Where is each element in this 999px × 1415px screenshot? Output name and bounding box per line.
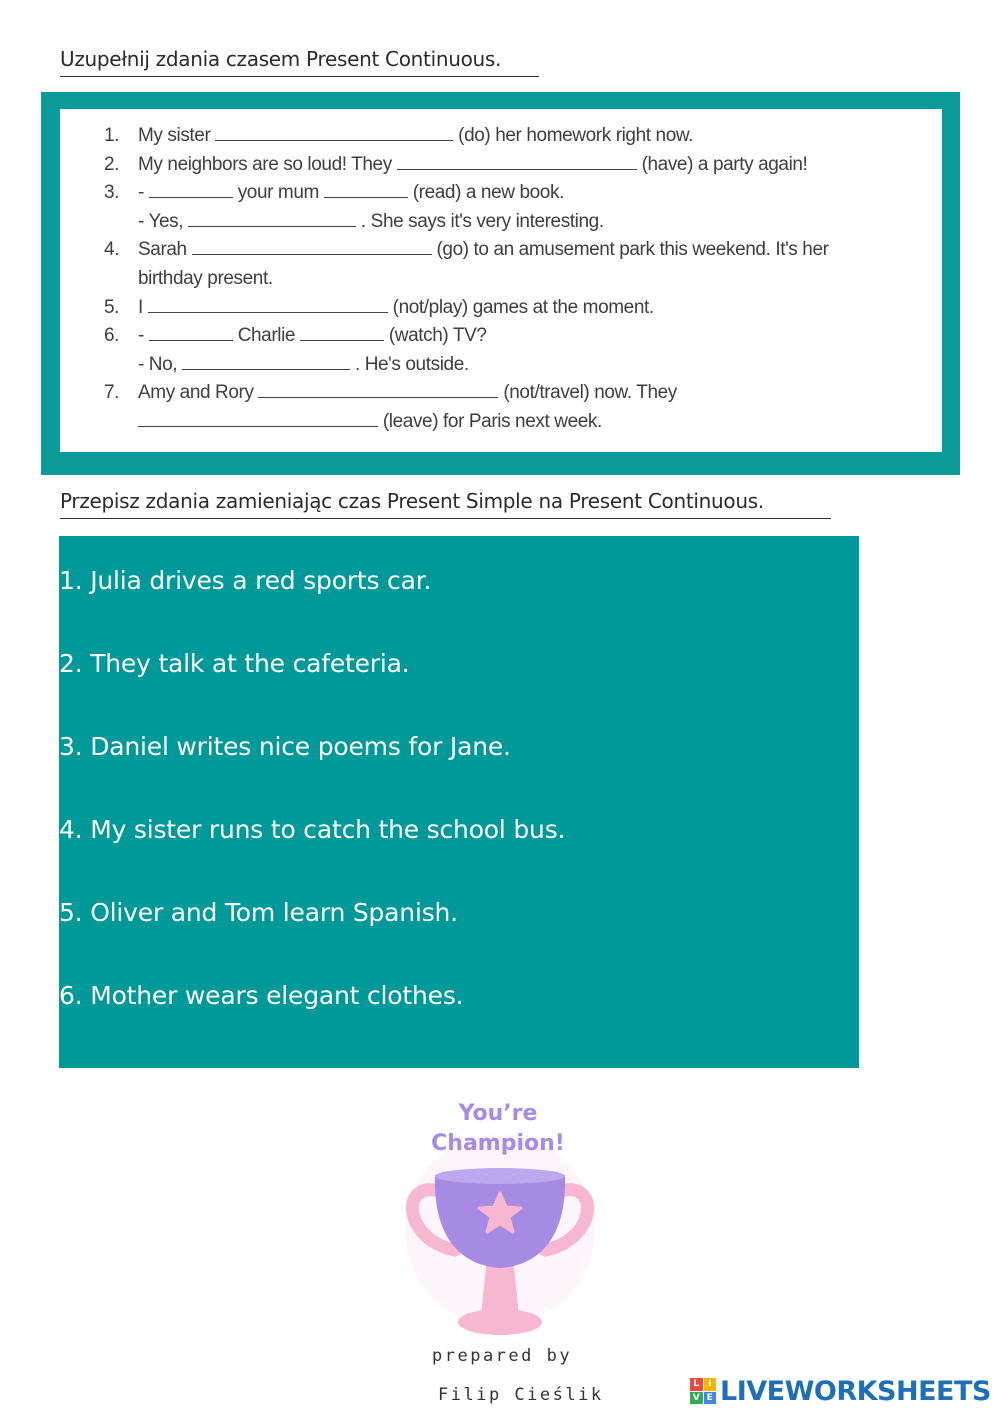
sentence-3: 3. Daniel writes nice poems for Jane. [59,732,511,761]
exercise-1-line [104,379,924,408]
answer-blank[interactable] [149,322,233,341]
text-segment: (do) her homework right now. [453,125,694,146]
exercise-1-line [104,236,924,265]
exercise-1-line [104,208,924,237]
line-number: 5. [104,296,120,318]
exercise-1-line [104,179,924,208]
exercise-1-line [104,122,924,151]
exercise-1-list [104,122,924,437]
sentence-4: 4. My sister runs to catch the school bus. [59,815,566,844]
line-text [138,208,604,237]
text-segment: - Yes, [138,210,189,232]
answer-blank[interactable] [182,351,350,370]
liveworksheets-icon: L I V E [690,1378,716,1404]
text-segment: (have) a party again! [636,153,808,175]
text-segment: (watch) TV? [383,325,487,347]
answer-blank[interactable] [148,294,388,313]
text-segment: Amy and Rory [138,382,259,404]
exercise-1-line [104,294,924,323]
badge-line-2: Champion! [431,1131,565,1156]
sentence-5: 5. Oliver and Tom learn Spanish. [59,898,458,927]
answer-blank[interactable] [258,379,498,398]
text-segment: I [138,296,148,318]
sentence-2: 2. They talk at the cafeteria. [59,649,410,678]
exercise-1-line [104,351,924,380]
prepared-by-label: prepared by [432,1346,573,1366]
answer-blank[interactable] [192,236,432,255]
text-segment: (not/travel) now. They [498,382,677,404]
text-segment: your mum [232,182,324,204]
answer-blank[interactable] [188,208,356,227]
line-number: 7. [104,382,120,404]
exercise-1-line [104,322,924,351]
liveworksheets-wordmark: LIVEWORKSHEETS [720,1375,991,1407]
text-segment: (not/play) games at the moment. [387,296,654,318]
answer-blank[interactable] [300,322,384,341]
line-text [138,236,829,265]
line-number: 3. [104,182,120,204]
exercise-1-frame [41,92,960,475]
text-segment: Sarah [138,239,192,261]
text-segment: . He's outside. [350,353,469,375]
exercise-1-line [104,408,924,437]
text-segment: . She says it's very interesting. [356,210,604,232]
sentence-6: 6. Mother wears elegant clothes. [59,981,464,1010]
line-number: 4. [104,239,120,261]
exercise-1-line [104,151,924,180]
section-1-heading: Uzupełnij zdania czasem Present Continuous. [60,47,539,77]
line-text [138,122,693,151]
answer-blank[interactable] [149,179,233,198]
liveworksheets-logo[interactable] [690,1374,991,1408]
champion-trophy-illustration [395,1090,605,1340]
text-segment: - [138,325,149,347]
line-text [138,151,807,180]
text-segment: My sister [138,125,216,146]
text-segment: Charlie [232,325,300,347]
text-segment: birthday present. [138,267,273,289]
line-number: 2. [104,153,120,175]
text-segment: My neighbors are so loud! They [138,153,397,175]
text-segment: (go) to an amusement park this weekend. It's her [431,239,829,261]
text-segment: - [138,182,149,204]
line-text [138,408,602,437]
line-text [138,379,677,408]
sentence-1: 1. Julia drives a red sports car. [59,566,432,595]
text-segment: - No, [138,353,183,375]
badge-line-1: You’re [458,1101,538,1126]
line-number: 6. [104,325,120,347]
exercise-2-box [59,536,859,1068]
exercise-1-line [104,265,924,294]
line-text [138,179,564,208]
section-2-heading: Przepisz zdania zamieniając czas Present Simple na Present Continuous. [60,489,831,519]
exercise-1-paper [60,109,942,452]
text-segment: (leave) for Paris next week. [378,410,602,432]
text-segment: (read) a new book. [407,182,564,204]
line-text [138,265,273,294]
line-number: 1. [104,125,120,146]
answer-blank[interactable] [215,122,453,141]
answer-blank[interactable] [138,408,378,427]
line-text [138,351,469,380]
line-text [138,322,487,351]
line-text [138,294,654,323]
answer-blank[interactable] [397,151,637,170]
author-name: Filip Cieślik [438,1385,604,1405]
answer-blank[interactable] [324,179,408,198]
